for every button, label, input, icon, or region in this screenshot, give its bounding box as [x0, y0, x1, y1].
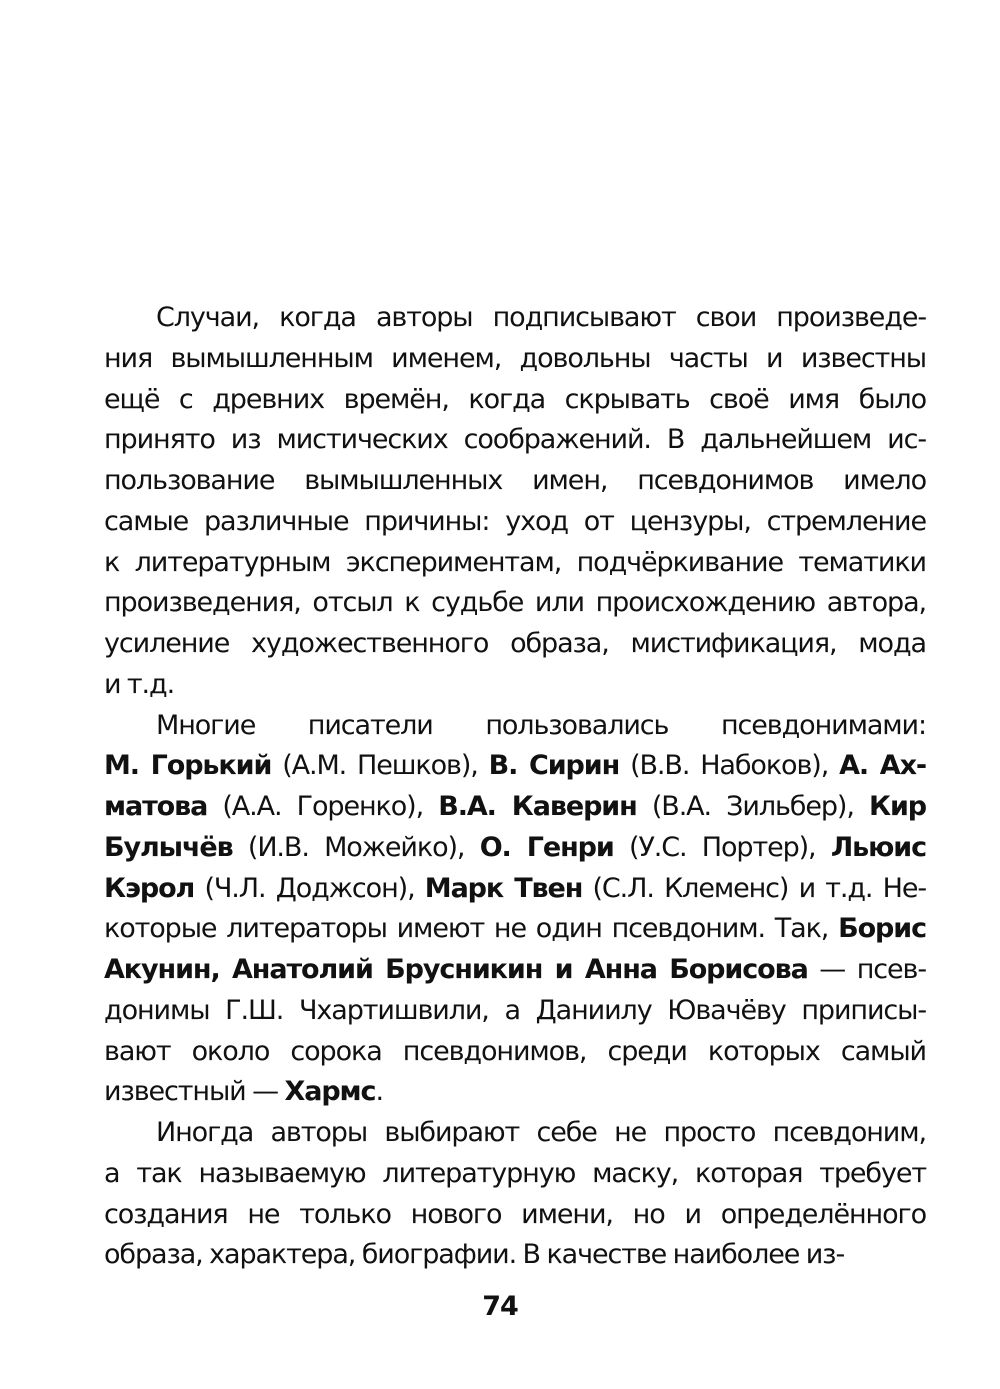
text-line — [104, 909, 926, 950]
text-line — [104, 502, 926, 543]
text-run: (В.В. Набоков), — [619, 750, 840, 782]
text-run: (С.Л. Клеменс) и т.д. Не- — [582, 872, 927, 904]
text-run: (А.М. Пешков), — [271, 750, 489, 782]
bold-name: О. Генри — [479, 831, 614, 863]
page-number: 74 — [482, 1291, 518, 1322]
bold-name: В. Сирин — [488, 750, 620, 782]
bold-name: Акунин, Анатолий Брусникин и Анна Борисова — [104, 954, 808, 985]
text-run: усиление художественного образа, мистификация, мода — [104, 628, 926, 659]
text-line — [104, 706, 926, 747]
text-line — [104, 380, 926, 421]
text-run: к литературным экспериментам, подчёркивание тематики — [104, 546, 926, 578]
text-line — [104, 583, 926, 624]
text-run: создания не только нового имени, но и определённого — [104, 1198, 926, 1230]
bold-name: Кэрол — [104, 872, 195, 904]
bold-name: Булычёв — [104, 831, 233, 863]
text-run: (А.А. Горенко), — [207, 791, 439, 822]
bold-name: матова — [104, 791, 208, 822]
text-line — [104, 787, 926, 828]
text-run: (И.В. Можейко), — [232, 831, 480, 863]
text-line — [104, 1154, 926, 1195]
bold-name: Кир — [868, 791, 926, 822]
paragraph-p3 — [104, 1113, 926, 1276]
text-line — [104, 869, 926, 910]
text-run: и т.д. — [104, 668, 175, 700]
bold-name: Хармс — [284, 1076, 376, 1108]
text-line — [104, 991, 926, 1032]
paragraph-p2 — [104, 706, 926, 1114]
text-run: Иногда авторы выбирают себе не просто псевдоним, — [156, 1117, 926, 1148]
text-run: вают около сорока псевдонимов, среди которых самый — [104, 1035, 926, 1067]
text-line — [104, 339, 926, 380]
text-run: — псев- — [807, 954, 926, 985]
bold-name: Льюис — [830, 831, 926, 863]
text-line — [104, 420, 926, 461]
text-line — [104, 543, 926, 584]
text-run: а так называемую литературную маску, которая требует — [104, 1157, 926, 1189]
bold-name: А. Ах- — [839, 750, 927, 782]
text-line — [104, 461, 926, 502]
text-line — [104, 828, 926, 869]
text-line — [104, 746, 926, 787]
bold-name: В.А. Каверин — [438, 791, 637, 822]
text-run: образа, характера, биографии. В качестве наиболее из- — [104, 1239, 845, 1271]
text-run: произведения, отсыл к судьбе или происхождению автора, — [104, 587, 926, 619]
text-run: пользование вымышленных имен, псевдонимов имело — [104, 465, 926, 496]
text-line — [104, 665, 926, 706]
text-run: . — [375, 1076, 383, 1108]
text-line — [104, 298, 926, 339]
text-run: которые литераторы имеют не один псевдоним. Так, — [104, 913, 839, 945]
bold-name: М. Горький — [104, 750, 272, 782]
text-line — [104, 1235, 926, 1276]
text-run: (В.А. Зильбер), — [636, 791, 869, 822]
text-line — [104, 624, 926, 665]
text-run: самые различные причины: уход от цензуры, стремление — [104, 505, 926, 537]
text-run: ещё с древних времён, когда скрывать своё имя было — [104, 383, 926, 415]
text-line — [104, 1032, 926, 1073]
text-run: Случаи, когда авторы подписывают свои произведе- — [156, 302, 926, 333]
bold-name: Борис — [838, 913, 926, 945]
text-run: донимы Г.Ш. Чхартишвили, а Даниилу Ювачёву приписы- — [104, 994, 926, 1026]
text-run: известный — — [104, 1076, 285, 1108]
text-run: (У.С. Портер), — [613, 831, 831, 863]
bold-name: Марк Твен — [424, 872, 583, 904]
text-line — [104, 950, 926, 991]
text-line — [104, 1113, 926, 1154]
book-page-body — [104, 298, 926, 1276]
text-line — [104, 1072, 926, 1113]
text-run: принято из мистических соображений. В дальнейшем ис- — [104, 424, 926, 456]
text-run: ния вымышленным именем, довольны часты и известны — [104, 342, 926, 374]
paragraph-p1 — [104, 298, 926, 706]
text-run: (Ч.Л. Доджсон), — [194, 872, 425, 904]
text-line — [104, 1195, 926, 1236]
text-run: Многие писатели пользовались псевдонимами: — [156, 709, 926, 741]
